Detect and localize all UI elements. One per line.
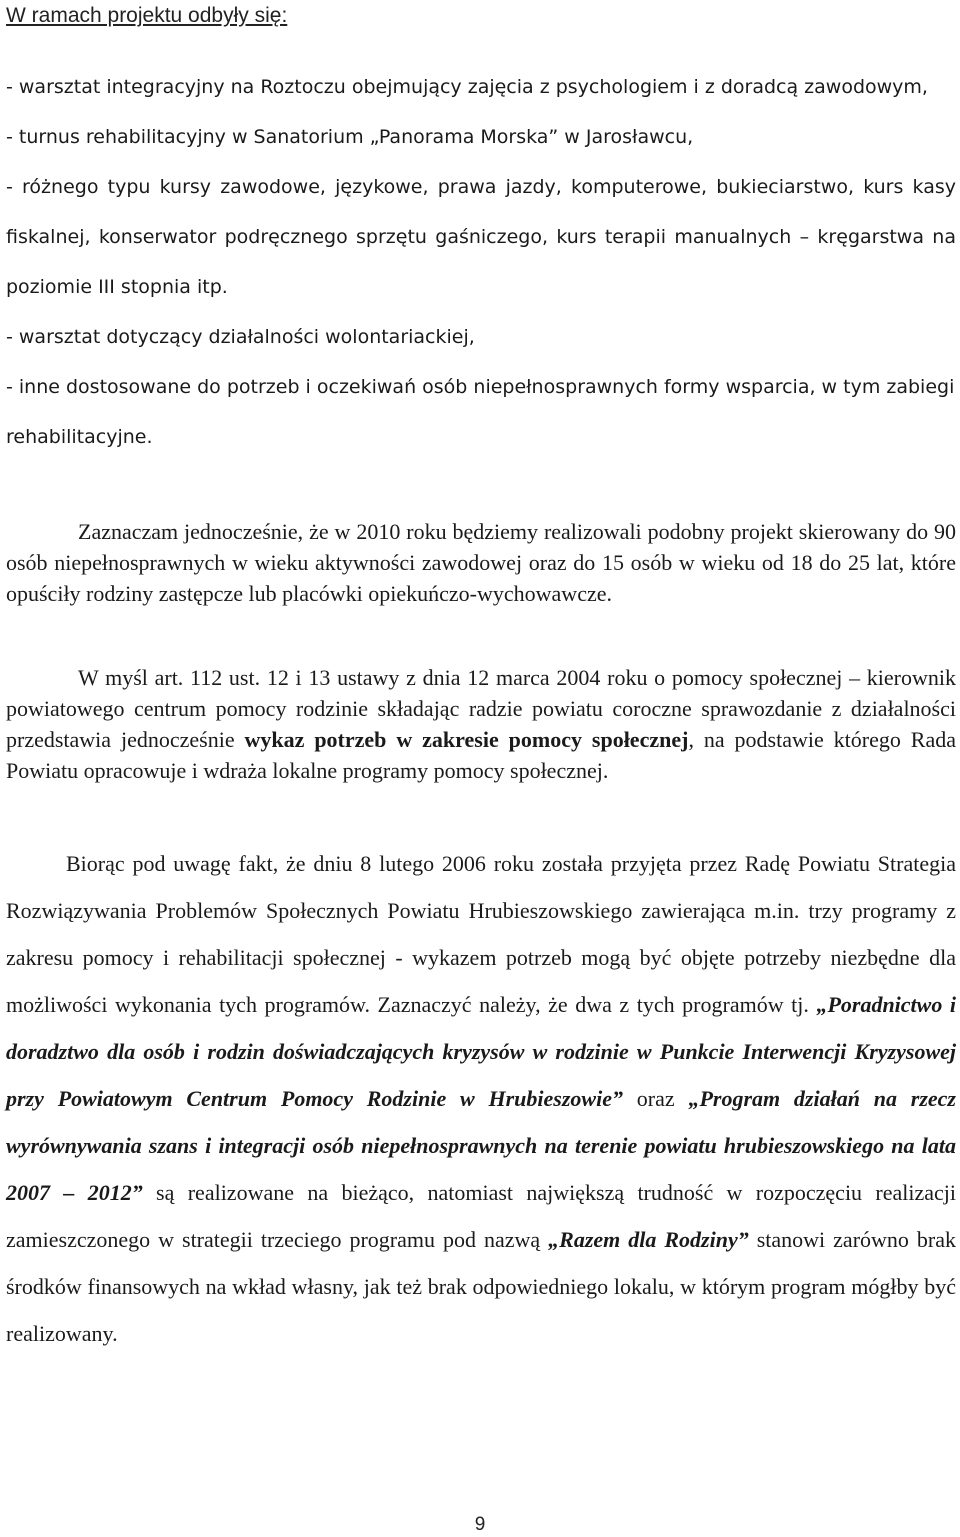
bold-phrase: wykaz potrzeb w zakresie pomocy społecznej <box>244 727 689 752</box>
list-item: - warsztat integracyjny na Roztoczu obejmujący zajęcia z psychologiem i z doradcą zawodowym, <box>6 76 928 98</box>
list-item: - warsztat dotyczący działalności wolontariackiej, <box>6 326 475 348</box>
paragraph-text: oraz <box>622 1086 689 1111</box>
program-title: „Razem dla Rodziny” <box>548 1227 749 1252</box>
paragraph-project-2010: Zaznaczam jednocześnie, że w 2010 roku będziemy realizowali podobny projekt skierowany do 90 osób niepełnosprawnych w wieku aktywności zawodowej oraz do 15 osób w wieku od 18 do 25 lat, które opuściły rodziny zastępcze lub placówki opiekuńczo-wychowawcze. <box>6 519 956 606</box>
list-item: - inne dostosowane do potrzeb i oczekiwań osób niepełnosprawnych formy wsparcia, w tym zabiegi rehabilitacyjne. <box>6 376 955 448</box>
activities-list <box>6 62 956 462</box>
program-title: „Poradnictwo i doradztwo dla osób i rodzin doświadczających kryzysów w rodzinie w Punkcie Interwencji Kryzysowej przy Powiatowym Centrum Pomocy Rodzinie w Hrubieszowie” <box>6 992 957 1111</box>
program-title: „Program działań na rzecz wyrównywania szans i integracji osób niepełnosprawnych na terenie powiatu hrubieszowskiego na lata 2007 – 2012” <box>6 1086 956 1205</box>
paragraph-legal-basis <box>6 662 956 786</box>
list-item: - różnego typu kursy zawodowe, językowe, prawa jazdy, komputerowe, bukieciarstwo, kurs kasy fiskalnej, konserwator podręcznego sprzętu gaśniczego, kurs terapii manualnych – kręgarstwa na poziomie III stopnia itp. <box>6 176 956 298</box>
list-item: - turnus rehabilitacyjny w Sanatorium „Panorama Morska” w Jarosławcu, <box>6 126 694 148</box>
paragraph-text: stanowi zarówno brak środków finansowych na wkład własny, jak też brak odpowiedniego lokalu, w którym program mógłby być realizowany. <box>6 1227 956 1346</box>
paragraph-text: W myśl art. 112 ust. 12 i 13 ustawy z dnia 12 marca 2004 roku o pomocy społecznej – kierownik powiatowego centrum pomocy rodzinie składając radzie powiatu coroczne sprawozdanie z działalności przedstawia jednocześnie <box>6 665 956 752</box>
paragraph-text: są realizowane na bieżąco, natomiast największą trudność w rozpoczęciu realizacji zamieszczonego w strategii trzeciego programu pod nazwą <box>6 1180 957 1252</box>
page-number: 9 <box>474 1514 486 1535</box>
paragraph-strategy <box>6 840 956 1357</box>
paragraph-text: Biorąc pod uwagę fakt, że dniu 8 lutego 2006 roku została przyjęta przez Radę Powiatu Strategia Rozwiązywania Problemów Społecznych Powiatu Hrubieszowskiego zawierająca m.in. trzy programy z zakresu pomocy i rehabilitacji społecznej - wykazem potrzeb mogą być objęte potrzeby niezbędne dla możliwości wykonania tych programów. Zaznaczyć należy, że dwa z tych programów tj. <box>6 851 956 1017</box>
section-heading: W ramach projektu odbyły się: <box>6 4 288 27</box>
paragraph-text: , na podstawie którego Rada Powiatu opracowuje i wdraża lokalne programy pomocy społecznej. <box>6 727 957 783</box>
